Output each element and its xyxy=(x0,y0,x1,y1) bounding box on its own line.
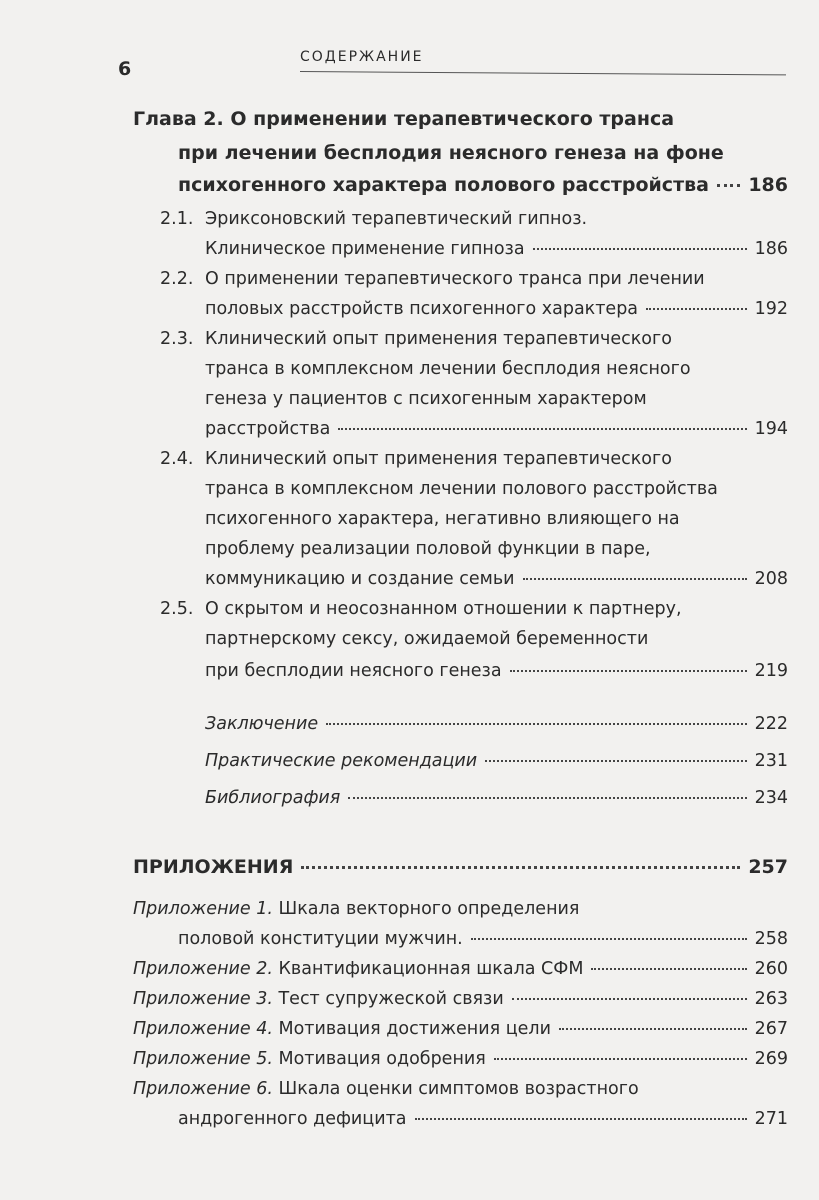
leader-dots xyxy=(533,248,747,250)
entry-text: андрогенного дефицита xyxy=(178,1109,407,1129)
toc-entry-2-4-line-5[interactable] xyxy=(205,568,788,590)
toc-entry-2-5-line-3[interactable] xyxy=(205,660,788,682)
toc-entry-2-1-line-2[interactable] xyxy=(205,238,788,260)
toc-appendix-1-line-2[interactable] xyxy=(178,928,788,950)
leader-dots xyxy=(415,1118,747,1120)
section-number: 2.2. xyxy=(160,269,194,289)
entry-text: Эриксоновский терапевтический гипноз. xyxy=(205,209,588,229)
toc-appendix-4[interactable] xyxy=(133,1018,788,1040)
leader-dots xyxy=(512,998,747,1000)
entry-text: Практические рекомендации xyxy=(205,751,478,771)
toc-entry-recommendations[interactable] xyxy=(205,750,788,772)
section-number: 2.5. xyxy=(160,599,194,619)
toc-entry-2-5-line-1[interactable] xyxy=(160,598,682,620)
appendix-prefix: Приложение 2. xyxy=(133,959,273,979)
toc-entry-2-4-line-3: психогенного характера, негативно влияющего на xyxy=(205,509,680,529)
appendix-prefix: Приложение 6. xyxy=(133,1079,273,1099)
toc-appendix-3[interactable] xyxy=(133,988,788,1010)
page-ref: 219 xyxy=(754,661,788,681)
toc-appendix-5[interactable] xyxy=(133,1048,788,1070)
page-ref: 186 xyxy=(748,174,788,196)
page-ref: 263 xyxy=(754,989,788,1009)
leader-dots xyxy=(523,578,747,580)
toc-entry-appendices[interactable] xyxy=(133,856,788,878)
entry-text: Шкала векторного определения xyxy=(278,899,580,919)
leader-dots xyxy=(510,670,747,672)
toc-entry-2-4-line-4: проблему реализации половой функции в паре, xyxy=(205,539,651,559)
leader-dots xyxy=(471,938,747,940)
chapter-title-line-1: Глава 2. О применении терапевтического транса xyxy=(133,108,675,130)
entry-text: половых расстройств психогенного характера xyxy=(205,299,639,319)
toc-appendix-6-line-2[interactable] xyxy=(178,1108,788,1130)
appendix-prefix: Приложение 3. xyxy=(133,989,273,1009)
entry-text: Квантификационная шкала СФМ xyxy=(278,959,584,979)
toc-entry-2-3-line-4[interactable] xyxy=(205,418,788,440)
entry-text: коммуникацию и создание семьи xyxy=(205,569,515,589)
entry-text: Мотивация достижения цели xyxy=(278,1019,551,1039)
appendix-prefix: Приложение 5. xyxy=(133,1049,273,1069)
section-number: 2.3. xyxy=(160,329,194,349)
leader-dots xyxy=(717,184,740,187)
page-ref: 208 xyxy=(754,569,788,589)
leader-dots xyxy=(326,723,746,725)
chapter-title-text: психогенного характера полового расстройства xyxy=(178,174,709,196)
header-rule xyxy=(300,71,786,75)
chapter-title-line-2: при лечении бесплодия неясного генеза на фоне xyxy=(178,142,724,164)
leader-dots xyxy=(559,1028,747,1030)
page-number: 6 xyxy=(118,58,132,80)
leader-dots xyxy=(338,428,746,430)
appendix-prefix: Приложение 1. xyxy=(133,899,273,919)
toc-entry-2-4-line-1[interactable] xyxy=(160,448,672,470)
toc-entry-conclusion[interactable] xyxy=(205,713,788,735)
leader-dots xyxy=(591,968,746,970)
entry-text: Тест супружеской связи xyxy=(278,989,504,1009)
toc-entry-2-3-line-2: транса в комплексном лечении бесплодия неясного xyxy=(205,359,691,379)
leader-dots xyxy=(485,760,746,762)
toc-entry-2-4-line-2: транса в комплексном лечении полового расстройства xyxy=(205,479,718,499)
entry-text: Библиография xyxy=(205,788,341,808)
leader-dots xyxy=(301,866,740,869)
toc-entry-2-2-line-1[interactable] xyxy=(160,268,705,290)
toc-entry-2-2-line-2[interactable] xyxy=(205,298,788,320)
section-number: 2.1. xyxy=(160,209,194,229)
toc-appendix-2[interactable] xyxy=(133,958,788,980)
entry-text: при бесплодии неясного генеза xyxy=(205,661,502,681)
entry-text: Клинический опыт применения терапевтического xyxy=(205,449,672,469)
toc-entry-2-3-line-1[interactable] xyxy=(160,328,672,350)
running-title: СОДЕРЖАНИЕ xyxy=(300,49,424,65)
toc-entry-bibliography[interactable] xyxy=(205,787,788,809)
leader-dots xyxy=(494,1058,747,1060)
toc-entry-2-3-line-3: генеза у пациентов с психогенным характером xyxy=(205,389,647,409)
page-ref: 231 xyxy=(754,751,788,771)
entry-text: расстройства xyxy=(205,419,331,439)
page-ref: 194 xyxy=(754,419,788,439)
page-ref: 222 xyxy=(754,714,788,734)
leader-dots xyxy=(348,797,746,799)
toc-appendix-6-line-1[interactable] xyxy=(133,1078,639,1100)
leader-dots xyxy=(646,308,747,310)
entry-text: Мотивация одобрения xyxy=(278,1049,486,1069)
entry-text: О применении терапевтического транса при лечении xyxy=(205,269,705,289)
section-number: 2.4. xyxy=(160,449,194,469)
appendices-title: ПРИЛОЖЕНИЯ xyxy=(133,856,294,878)
page-ref: 257 xyxy=(748,856,788,878)
toc-appendix-1-line-1[interactable] xyxy=(133,898,579,920)
page-ref: 192 xyxy=(754,299,788,319)
page-ref: 260 xyxy=(754,959,788,979)
entry-text: половой конституции мужчин. xyxy=(178,929,463,949)
entry-text: Шкала оценки симптомов возрастного xyxy=(278,1079,639,1099)
chapter-title-line-3[interactable] xyxy=(178,174,788,196)
entry-text: Клиническое применение гипноза xyxy=(205,239,525,259)
page-ref: 267 xyxy=(754,1019,788,1039)
page-ref: 271 xyxy=(754,1109,788,1129)
page-ref: 234 xyxy=(754,788,788,808)
entry-text: Клинический опыт применения терапевтического xyxy=(205,329,672,349)
page-ref: 186 xyxy=(754,239,788,259)
entry-text: Заключение xyxy=(205,714,319,734)
toc-entry-2-5-line-2: партнерскому сексу, ожидаемой беременности xyxy=(205,629,649,649)
entry-text: О скрытом и неосознанном отношении к партнеру, xyxy=(205,599,682,619)
page-ref: 269 xyxy=(754,1049,788,1069)
page-ref: 258 xyxy=(754,929,788,949)
appendix-prefix: Приложение 4. xyxy=(133,1019,273,1039)
toc-entry-2-1-line-1[interactable] xyxy=(160,208,587,230)
